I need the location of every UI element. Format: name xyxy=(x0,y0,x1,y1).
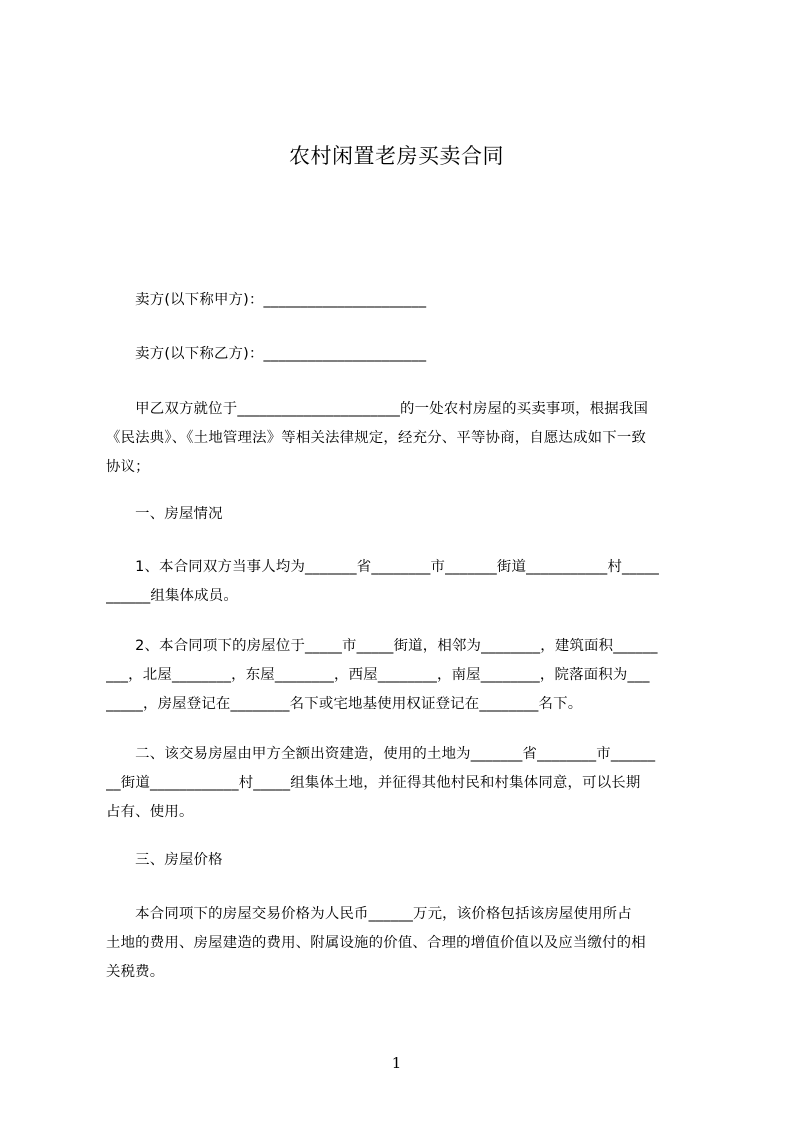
preamble-line: 《民法典》、《土地管理法》等相关法律规定，经充分、平等协商，自愿达成如下一致 xyxy=(106,430,647,446)
clause1-line: ______组集体成员。 xyxy=(106,588,238,604)
clause1-paragraph xyxy=(106,553,699,611)
section2-line: 占有、使用。 xyxy=(106,804,194,820)
preamble-paragraph xyxy=(106,395,699,482)
clause2-line: _____，房屋登记在________名下或宅地基使用权证登记在________名下。 xyxy=(106,696,583,712)
seller-line xyxy=(106,286,699,315)
price-paragraph xyxy=(106,900,699,987)
price-line: 关税费。 xyxy=(106,964,165,980)
document-title: 农村闲置老房买卖合同 xyxy=(289,144,504,168)
clause2-line: 2、本合同项下的房屋位于_____市_____街道，相邻为________，建筑面积______ xyxy=(106,638,658,654)
section2-paragraph xyxy=(106,740,699,827)
clause1-line: 1、本合同双方当事人均为_______省________市_______街道___________村_____ xyxy=(106,559,660,575)
seller-text: 卖方(以下称甲方)：______________________ xyxy=(106,292,427,308)
price-line: 土地的费用、房屋建造的费用、附属设施的价值、合理的增值价值以及应当缴付的相 xyxy=(106,935,646,951)
clause2-paragraph xyxy=(106,632,699,719)
preamble-line: 协议； xyxy=(106,459,150,475)
price-line: 本合同项下的房屋交易价格为人民币______万元，该价格包括该房屋使用所占 xyxy=(106,906,632,922)
section3-heading-text: 三、房屋价格 xyxy=(106,852,223,868)
page-number: 1 xyxy=(391,1054,402,1072)
clause2-line: ___，北屋________，东屋________，西屋________，南屋________，院落面积为___ xyxy=(106,667,650,683)
section3-heading xyxy=(106,846,699,875)
buyer-line xyxy=(106,340,699,369)
buyer-text: 卖方(以下称乙方)：______________________ xyxy=(106,346,427,362)
section1-heading xyxy=(106,500,699,529)
section2-line: 二、该交易房屋由甲方全额出资建造，使用的土地为_______省________市______ xyxy=(106,746,656,762)
section2-line: __街道____________村_____组集体土地，并征得其他村民和村集体同意，可以长期 xyxy=(106,775,641,791)
section1-heading-text: 一、房屋情况 xyxy=(106,506,223,522)
preamble-line: 甲乙双方就位于______________________的一处农村房屋的买卖事项，根据我国 xyxy=(106,401,649,417)
